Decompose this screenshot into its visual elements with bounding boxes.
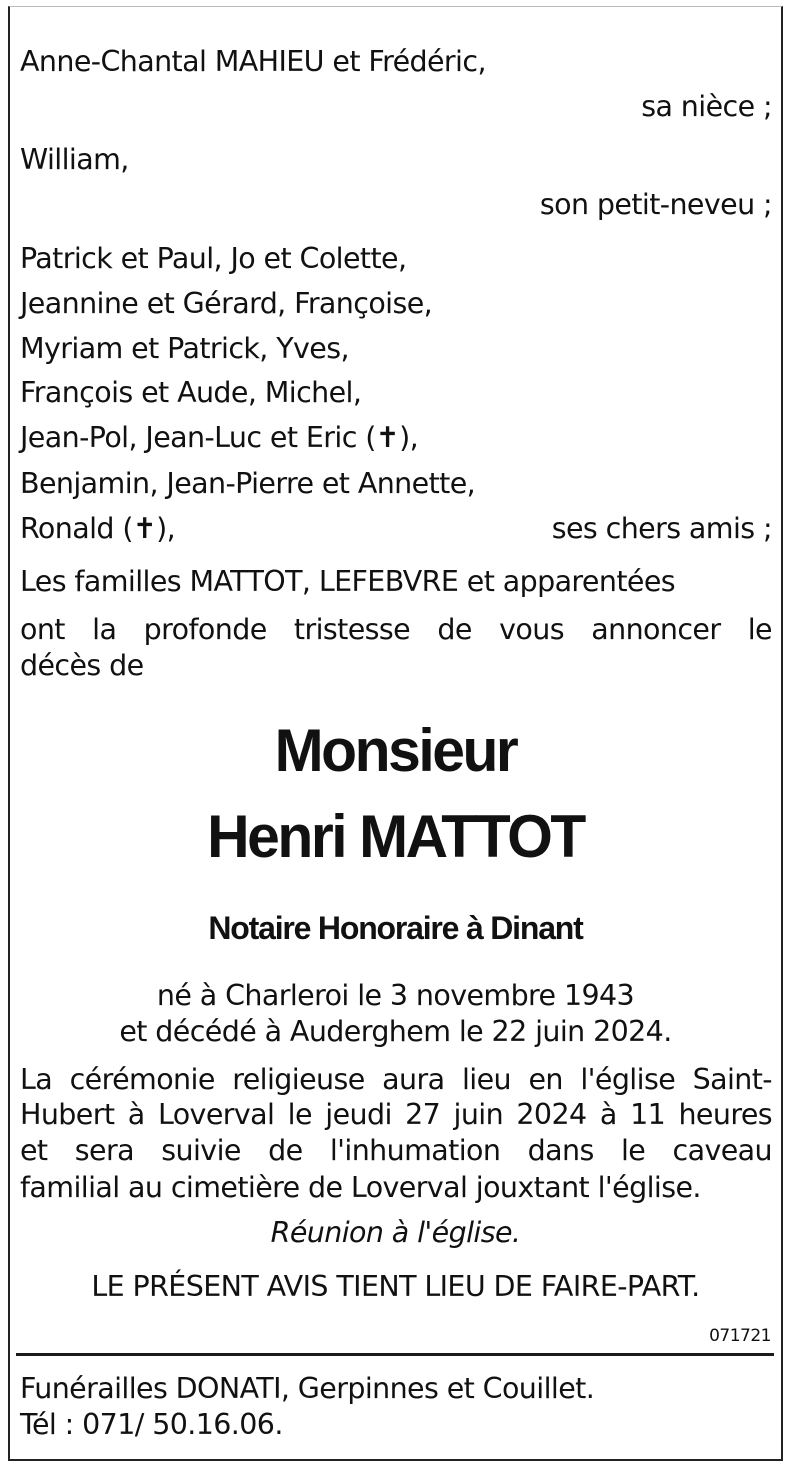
friend-line-with-cross — [20, 420, 418, 456]
cross-suffix: ), — [399, 421, 419, 454]
deceased-title: Monsieur — [274, 717, 517, 784]
friends-relation: ses chers amis ; — [551, 512, 772, 545]
notice-line: LE PRÉSENT AVIS TIENT LIEU DE FAIRE-PART. — [91, 1270, 700, 1303]
funeral-home-name: Funérailles DONATI, Gerpinnes et Couillet. — [20, 1372, 595, 1405]
deceased-profession: Notaire Honoraire à Dinant — [208, 910, 583, 946]
friend-line: Patrick et Paul, Jo et Colette, — [20, 242, 407, 275]
friend-text: Jean-Pol, Jean-Luc et Eric ( — [20, 421, 376, 454]
reference-number: 071721 — [709, 1326, 771, 1346]
families-line: Les familles MATTOT, LEFEBVRE et apparentées — [20, 565, 676, 598]
birth-line: né à Charleroi le 3 novembre 1943 — [156, 979, 635, 1012]
ceremony-line: et sera suivie de l'inhumation dans le caveau — [20, 1134, 772, 1167]
friend-line: Myriam et Patrick, Yves, — [20, 332, 349, 365]
friend-line: Jeannine et Gérard, Françoise, — [20, 287, 433, 320]
announce-line: ont la profonde tristesse de vous annoncer le — [20, 613, 772, 646]
friend-line: Benjamin, Jean-Pierre et Annette, — [20, 467, 476, 500]
ceremony-line: Hubert à Loverval le jeudi 27 juin 2024 à 11 heures — [20, 1098, 772, 1131]
cross-icon: ✝ — [132, 512, 157, 545]
reunion-line: Réunion à l'église. — [270, 1216, 521, 1249]
funeral-home-phone: Tél : 071/ 50.16.06. — [20, 1408, 283, 1441]
nephew-relation: son petit-neveu ; — [539, 188, 772, 221]
ceremony-line: La cérémonie religieuse aura lieu en l'église Saint- — [20, 1063, 772, 1096]
niece-names: Anne-Chantal MAHIEU et Frédéric, — [20, 45, 486, 78]
friend-text: Ronald ( — [20, 512, 133, 545]
ceremony-line: familial au cimetière de Loverval jouxtant l'église. — [20, 1171, 701, 1204]
friend-line-with-cross — [20, 511, 175, 547]
divider — [16, 1353, 774, 1356]
death-line: et décédé à Auderghem le 22 juin 2024. — [119, 1015, 672, 1048]
cross-icon: ✝ — [375, 421, 400, 454]
announce-line-end: décès de — [20, 649, 144, 682]
niece-relation: sa nièce ; — [641, 90, 772, 123]
deceased-name: Henri MATTOT — [207, 803, 584, 870]
cross-suffix: ), — [156, 512, 176, 545]
friend-line: François et Aude, Michel, — [20, 376, 362, 409]
nephew-name: William, — [20, 143, 129, 176]
